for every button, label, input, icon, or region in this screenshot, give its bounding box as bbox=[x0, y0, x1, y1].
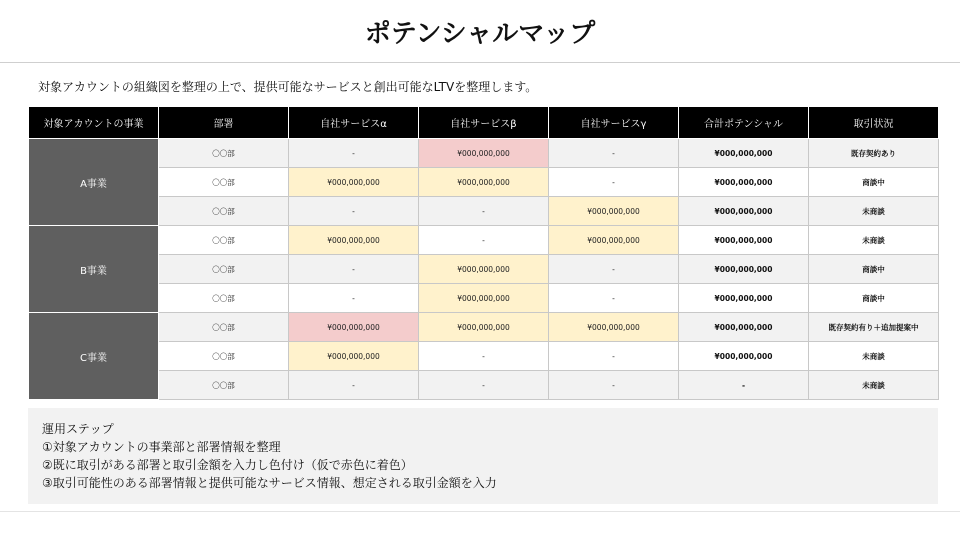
service-alpha-cell: ¥000,000,000 bbox=[289, 168, 419, 197]
deal-status-cell: 商談中 bbox=[809, 255, 939, 284]
table-row bbox=[29, 168, 939, 197]
table-row bbox=[29, 226, 939, 255]
table-header-row bbox=[29, 107, 939, 139]
total-potential-cell: ¥000,000,000 bbox=[679, 313, 809, 342]
table-row bbox=[29, 313, 939, 342]
table-row bbox=[29, 197, 939, 226]
header-service-gamma: 自社サービスγ bbox=[549, 107, 679, 139]
service-gamma-cell: ¥000,000,000 bbox=[549, 226, 679, 255]
page-title: ポテンシャルマップ bbox=[364, 19, 596, 49]
department-cell: 〇〇部 bbox=[159, 197, 289, 226]
service-beta-cell: - bbox=[419, 197, 549, 226]
table-row bbox=[29, 255, 939, 284]
service-gamma-cell: - bbox=[549, 284, 679, 313]
header-service-beta: 自社サービスβ bbox=[419, 107, 549, 139]
business-cell: B事業 bbox=[29, 226, 159, 313]
department-cell: 〇〇部 bbox=[159, 342, 289, 371]
service-alpha-cell: - bbox=[289, 371, 419, 400]
step-item: ①対象アカウントの事業部と部署情報を整理 bbox=[42, 440, 281, 454]
business-cell: C事業 bbox=[29, 313, 159, 400]
service-beta-cell: ¥000,000,000 bbox=[419, 255, 549, 284]
service-gamma-cell: - bbox=[549, 342, 679, 371]
header-total-potential: 合計ポテンシャル bbox=[679, 107, 809, 139]
total-potential-cell: ¥000,000,000 bbox=[679, 197, 809, 226]
service-gamma-cell: ¥000,000,000 bbox=[549, 197, 679, 226]
department-cell: 〇〇部 bbox=[159, 284, 289, 313]
table-row bbox=[29, 139, 939, 168]
footer-divider bbox=[0, 511, 960, 512]
total-potential-cell: - bbox=[679, 371, 809, 400]
potential-map-table bbox=[28, 106, 939, 400]
header-deal-status: 取引状況 bbox=[809, 107, 939, 139]
department-cell: 〇〇部 bbox=[159, 139, 289, 168]
service-beta-cell: - bbox=[419, 342, 549, 371]
department-cell: 〇〇部 bbox=[159, 226, 289, 255]
operation-steps-box bbox=[28, 408, 938, 504]
service-alpha-cell: ¥000,000,000 bbox=[289, 342, 419, 371]
service-beta-cell: ¥000,000,000 bbox=[419, 139, 549, 168]
table-row bbox=[29, 342, 939, 371]
deal-status-cell: 既存契約あり bbox=[809, 139, 939, 168]
steps-heading: 運用ステップ bbox=[42, 422, 114, 436]
service-alpha-cell: ¥000,000,000 bbox=[289, 226, 419, 255]
service-alpha-cell: - bbox=[289, 139, 419, 168]
service-beta-cell: ¥000,000,000 bbox=[419, 313, 549, 342]
deal-status-cell: 商談中 bbox=[809, 168, 939, 197]
step-item: ③取引可能性のある部署情報と提供可能なサービス情報、想定される取引金額を入力 bbox=[42, 476, 497, 490]
total-potential-cell: ¥000,000,000 bbox=[679, 255, 809, 284]
header-business: 対象アカウントの事業 bbox=[29, 107, 159, 139]
service-alpha-cell: - bbox=[289, 255, 419, 284]
deal-status-cell: 商談中 bbox=[809, 284, 939, 313]
deal-status-cell: 未商談 bbox=[809, 371, 939, 400]
service-gamma-cell: - bbox=[549, 371, 679, 400]
service-gamma-cell: - bbox=[549, 139, 679, 168]
service-beta-cell: ¥000,000,000 bbox=[419, 168, 549, 197]
service-alpha-cell: ¥000,000,000 bbox=[289, 313, 419, 342]
department-cell: 〇〇部 bbox=[159, 168, 289, 197]
deal-status-cell: 未商談 bbox=[809, 342, 939, 371]
total-potential-cell: ¥000,000,000 bbox=[679, 284, 809, 313]
title-divider bbox=[0, 62, 960, 63]
department-cell: 〇〇部 bbox=[159, 313, 289, 342]
deal-status-cell: 既存契約有り＋追加提案中 bbox=[809, 313, 939, 342]
header-service-alpha: 自社サービスα bbox=[289, 107, 419, 139]
service-gamma-cell: - bbox=[549, 255, 679, 284]
deal-status-cell: 未商談 bbox=[809, 226, 939, 255]
department-cell: 〇〇部 bbox=[159, 371, 289, 400]
header-department: 部署 bbox=[159, 107, 289, 139]
table-row bbox=[29, 284, 939, 313]
deal-status-cell: 未商談 bbox=[809, 197, 939, 226]
step-item: ②既に取引がある部署と取引金額を入力し色付け（仮で赤色に着色） bbox=[42, 458, 413, 472]
service-alpha-cell: - bbox=[289, 284, 419, 313]
business-cell: A事業 bbox=[29, 139, 159, 226]
table-row bbox=[29, 371, 939, 400]
service-beta-cell: - bbox=[419, 371, 549, 400]
service-gamma-cell: - bbox=[549, 168, 679, 197]
service-alpha-cell: - bbox=[289, 197, 419, 226]
service-gamma-cell: ¥000,000,000 bbox=[549, 313, 679, 342]
department-cell: 〇〇部 bbox=[159, 255, 289, 284]
total-potential-cell: ¥000,000,000 bbox=[679, 226, 809, 255]
total-potential-cell: ¥000,000,000 bbox=[679, 342, 809, 371]
page-subtitle: 対象アカウントの組織図を整理の上で、提供可能なサービスと創出可能なLTVを整理します。 bbox=[38, 80, 538, 94]
total-potential-cell: ¥000,000,000 bbox=[679, 139, 809, 168]
service-beta-cell: ¥000,000,000 bbox=[419, 284, 549, 313]
service-beta-cell: - bbox=[419, 226, 549, 255]
total-potential-cell: ¥000,000,000 bbox=[679, 168, 809, 197]
